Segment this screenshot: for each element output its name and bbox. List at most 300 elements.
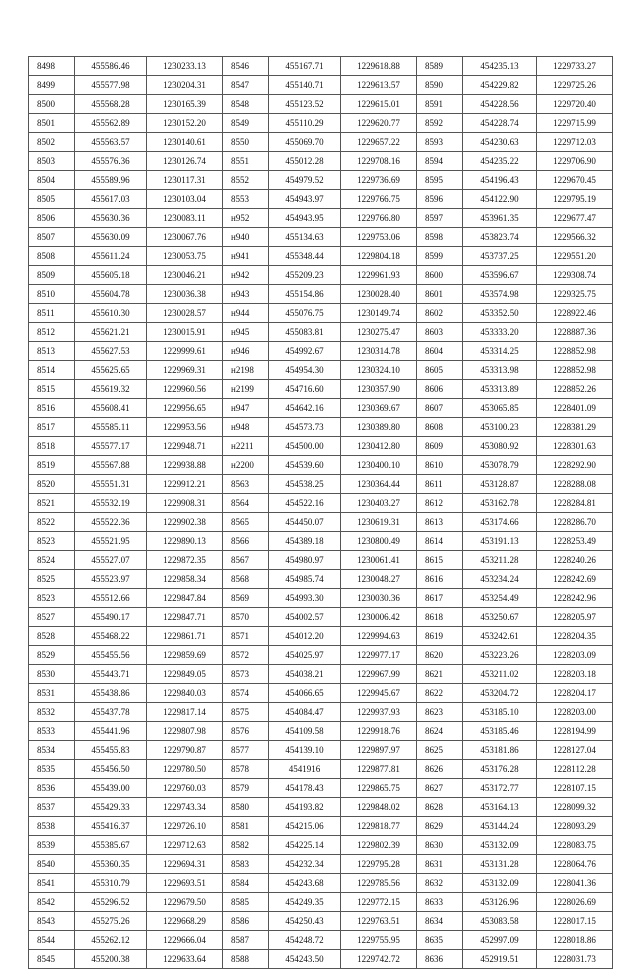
x-coordinate-cell: 454500.00 (269, 437, 341, 456)
y-coordinate-cell: 1229897.97 (341, 741, 417, 760)
point-number-cell: 8513 (29, 342, 75, 361)
point-number-cell: 8500 (29, 95, 75, 114)
table-row (29, 133, 223, 152)
y-coordinate-cell: 1228852.98 (537, 342, 613, 361)
table-row (29, 722, 223, 741)
table-row (417, 57, 613, 76)
table-row (417, 190, 613, 209)
x-coordinate-cell: 455532.19 (75, 494, 147, 513)
x-coordinate-cell: 454012.20 (269, 627, 341, 646)
point-number-cell: 8630 (417, 836, 463, 855)
point-number-cell: 8629 (417, 817, 463, 836)
y-coordinate-cell: 1229953.56 (147, 418, 223, 437)
point-number-cell: 8518 (29, 437, 75, 456)
table-row (29, 608, 223, 627)
table-row (29, 532, 223, 551)
point-number-cell: 8535 (29, 760, 75, 779)
point-number-cell: 8566 (223, 532, 269, 551)
table-row (417, 779, 613, 798)
x-coordinate-cell: 455110.29 (269, 114, 341, 133)
table-row (29, 399, 223, 418)
table-row (29, 836, 223, 855)
x-coordinate-cell: 454539.60 (269, 456, 341, 475)
x-coordinate-cell: 454193.82 (269, 798, 341, 817)
table-row (417, 475, 613, 494)
point-number-cell: 8591 (417, 95, 463, 114)
table-row (417, 893, 613, 912)
y-coordinate-cell: 1230103.04 (147, 190, 223, 209)
point-number-cell: 8620 (417, 646, 463, 665)
point-number-cell: 8581 (223, 817, 269, 836)
point-number-cell: 8540 (29, 855, 75, 874)
y-coordinate-cell: 1229795.19 (537, 190, 613, 209)
y-coordinate-cell: 1230412.80 (341, 437, 417, 456)
table-row (417, 627, 613, 646)
y-coordinate-cell: 1230165.39 (147, 95, 223, 114)
y-coordinate-cell: 1228381.29 (537, 418, 613, 437)
table-row (223, 399, 417, 418)
point-number-cell: 8627 (417, 779, 463, 798)
point-number-cell: 8499 (29, 76, 75, 95)
x-coordinate-cell: 455439.00 (75, 779, 147, 798)
y-coordinate-cell: 1229872.35 (147, 551, 223, 570)
table-row (29, 76, 223, 95)
y-coordinate-cell: 1229720.40 (537, 95, 613, 114)
x-coordinate-cell: 455630.36 (75, 209, 147, 228)
point-number-cell: 8549 (223, 114, 269, 133)
x-coordinate-cell: 453961.35 (463, 209, 537, 228)
table-row (417, 152, 613, 171)
table-row (417, 589, 613, 608)
y-coordinate-cell: 1229733.27 (537, 57, 613, 76)
y-coordinate-cell: 1230036.38 (147, 285, 223, 304)
table-row (417, 950, 613, 969)
y-coordinate-cell: 1229725.26 (537, 76, 613, 95)
x-coordinate-cell: 455568.28 (75, 95, 147, 114)
y-coordinate-cell: 1228083.75 (537, 836, 613, 855)
x-coordinate-cell: 454250.43 (269, 912, 341, 931)
table-row (417, 570, 613, 589)
point-number-cell: 8533 (29, 722, 75, 741)
table-row (29, 285, 223, 304)
y-coordinate-cell: 1228301.63 (537, 437, 613, 456)
y-coordinate-cell: 1229945.67 (341, 684, 417, 703)
y-coordinate-cell: 1228922.46 (537, 304, 613, 323)
point-number-cell: 8501 (29, 114, 75, 133)
point-number-cell: 8628 (417, 798, 463, 817)
point-number-cell: 8599 (417, 247, 463, 266)
y-coordinate-cell: 1229960.56 (147, 380, 223, 399)
table-row (29, 570, 223, 589)
x-coordinate-cell: 455209.23 (269, 266, 341, 285)
x-coordinate-cell: 455577.17 (75, 437, 147, 456)
point-number-cell: 8523 (29, 589, 75, 608)
table-row (417, 665, 613, 684)
y-coordinate-cell: 1229670.45 (537, 171, 613, 190)
x-coordinate-cell: 454243.68 (269, 874, 341, 893)
x-coordinate-cell: 455200.38 (75, 950, 147, 969)
x-coordinate-cell: 455627.53 (75, 342, 147, 361)
x-coordinate-cell: 453313.89 (463, 380, 537, 399)
y-coordinate-cell: 1229668.29 (147, 912, 223, 931)
point-number-cell: 8572 (223, 646, 269, 665)
table-row (29, 342, 223, 361)
point-number-cell: 8593 (417, 133, 463, 152)
table-row (29, 323, 223, 342)
point-number-cell: 8515 (29, 380, 75, 399)
y-coordinate-cell: 1230233.13 (147, 57, 223, 76)
table-row (223, 114, 417, 133)
x-coordinate-cell: 453737.25 (463, 247, 537, 266)
x-coordinate-cell: 454243.50 (269, 950, 341, 969)
x-coordinate-cell: 455608.41 (75, 399, 147, 418)
table-row (223, 133, 417, 152)
y-coordinate-cell: 1229956.65 (147, 399, 223, 418)
point-number-cell: 8546 (223, 57, 269, 76)
table-row (223, 266, 417, 285)
x-coordinate-cell: 455069.70 (269, 133, 341, 152)
y-coordinate-cell: 1229967.99 (341, 665, 417, 684)
x-coordinate-cell: 453083.58 (463, 912, 537, 931)
x-coordinate-cell: 454025.97 (269, 646, 341, 665)
table-row (29, 456, 223, 475)
x-coordinate-cell: 453126.96 (463, 893, 537, 912)
y-coordinate-cell: 1229908.31 (147, 494, 223, 513)
table-row (417, 703, 613, 722)
x-coordinate-cell: 455521.95 (75, 532, 147, 551)
point-number-cell: 8514 (29, 361, 75, 380)
x-coordinate-cell: 454109.58 (269, 722, 341, 741)
table-row (223, 836, 417, 855)
point-number-cell: 8545 (29, 950, 75, 969)
point-number-cell: 8570 (223, 608, 269, 627)
table-row (417, 513, 613, 532)
table-row (223, 627, 417, 646)
x-coordinate-cell: 455083.81 (269, 323, 341, 342)
x-coordinate-cell: 455605.18 (75, 266, 147, 285)
y-coordinate-cell: 1229615.01 (341, 95, 417, 114)
point-number-cell: 8598 (417, 228, 463, 247)
y-coordinate-cell: 1229807.98 (147, 722, 223, 741)
point-number-cell: 8516 (29, 399, 75, 418)
point-number-cell: н946 (223, 342, 269, 361)
x-coordinate-cell: 453162.78 (463, 494, 537, 513)
x-coordinate-cell: 453181.86 (463, 741, 537, 760)
point-number-cell: 8563 (223, 475, 269, 494)
x-coordinate-cell: 455527.07 (75, 551, 147, 570)
x-coordinate-cell: 454228.74 (463, 114, 537, 133)
table-row (417, 684, 613, 703)
x-coordinate-cell: 453823.74 (463, 228, 537, 247)
y-coordinate-cell: 1229849.05 (147, 665, 223, 684)
table-row (29, 513, 223, 532)
point-number-cell: 8529 (29, 646, 75, 665)
y-coordinate-cell: 1230204.31 (147, 76, 223, 95)
table-row (417, 836, 613, 855)
table-row (223, 798, 417, 817)
table-row (223, 76, 417, 95)
x-coordinate-cell: 453204.72 (463, 684, 537, 703)
table-row (417, 608, 613, 627)
x-coordinate-cell: 455490.17 (75, 608, 147, 627)
point-number-cell: 8525 (29, 570, 75, 589)
y-coordinate-cell: 1228292.90 (537, 456, 613, 475)
table-row (223, 760, 417, 779)
y-coordinate-cell: 1228041.36 (537, 874, 613, 893)
y-coordinate-cell: 1228887.36 (537, 323, 613, 342)
point-number-cell: 8511 (29, 304, 75, 323)
x-coordinate-cell: 453314.25 (463, 342, 537, 361)
x-coordinate-cell: 454230.63 (463, 133, 537, 152)
point-number-cell: 8587 (223, 931, 269, 950)
table-row (29, 494, 223, 513)
y-coordinate-cell: 1229858.34 (147, 570, 223, 589)
table-row (223, 779, 417, 798)
x-coordinate-cell: 453191.13 (463, 532, 537, 551)
point-number-cell: 8522 (29, 513, 75, 532)
point-number-cell: 8568 (223, 570, 269, 589)
x-coordinate-cell: 454228.56 (463, 95, 537, 114)
x-coordinate-cell: 453333.20 (463, 323, 537, 342)
point-number-cell: 8502 (29, 133, 75, 152)
point-number-cell: 8605 (417, 361, 463, 380)
x-coordinate-cell: 454943.95 (269, 209, 341, 228)
x-coordinate-cell: 455563.57 (75, 133, 147, 152)
point-number-cell: 8565 (223, 513, 269, 532)
point-number-cell: 8578 (223, 760, 269, 779)
y-coordinate-cell: 1230117.31 (147, 171, 223, 190)
y-coordinate-cell: 1230149.74 (341, 304, 417, 323)
x-coordinate-cell: 455385.67 (75, 836, 147, 855)
y-coordinate-cell: 1228240.26 (537, 551, 613, 570)
table-row (29, 589, 223, 608)
point-number-cell: н2198 (223, 361, 269, 380)
table-row (417, 342, 613, 361)
y-coordinate-cell: 1228203.18 (537, 665, 613, 684)
point-number-cell: 8532 (29, 703, 75, 722)
y-coordinate-cell: 1229708.16 (341, 152, 417, 171)
point-number-cell: 8528 (29, 627, 75, 646)
x-coordinate-cell: 455589.96 (75, 171, 147, 190)
y-coordinate-cell: 1229766.80 (341, 209, 417, 228)
table-row (29, 627, 223, 646)
table-row (417, 874, 613, 893)
table-row (29, 817, 223, 836)
x-coordinate-cell: 454196.43 (463, 171, 537, 190)
table-row (417, 95, 613, 114)
y-coordinate-cell: 1229937.93 (341, 703, 417, 722)
y-coordinate-cell: 1229802.39 (341, 836, 417, 855)
point-number-cell: 8506 (29, 209, 75, 228)
point-number-cell: 8635 (417, 931, 463, 950)
table-row (223, 95, 417, 114)
x-coordinate-cell: 453132.09 (463, 874, 537, 893)
point-number-cell: 8567 (223, 551, 269, 570)
y-coordinate-cell: 1230369.67 (341, 399, 417, 418)
x-coordinate-cell: 455619.32 (75, 380, 147, 399)
y-coordinate-cell: 1230619.31 (341, 513, 417, 532)
x-coordinate-cell: 455275.26 (75, 912, 147, 931)
table-row (223, 551, 417, 570)
table-row (417, 399, 613, 418)
point-number-cell: 8613 (417, 513, 463, 532)
y-coordinate-cell: 1229890.13 (147, 532, 223, 551)
y-coordinate-cell: 1229785.56 (341, 874, 417, 893)
x-coordinate-cell: 453185.10 (463, 703, 537, 722)
table-row (223, 684, 417, 703)
point-number-cell: 8586 (223, 912, 269, 931)
table-row (417, 266, 613, 285)
point-number-cell: 8619 (417, 627, 463, 646)
table-row (223, 608, 417, 627)
point-number-cell: 8508 (29, 247, 75, 266)
point-number-cell: 8519 (29, 456, 75, 475)
y-coordinate-cell: 1228127.04 (537, 741, 613, 760)
x-coordinate-cell: 455576.36 (75, 152, 147, 171)
point-number-cell: н944 (223, 304, 269, 323)
point-number-cell: 8509 (29, 266, 75, 285)
table-row (417, 741, 613, 760)
point-number-cell: 8503 (29, 152, 75, 171)
x-coordinate-cell: 455567.88 (75, 456, 147, 475)
table-row (417, 551, 613, 570)
table-row (223, 323, 417, 342)
y-coordinate-cell: 1230314.78 (341, 342, 417, 361)
table-row (29, 304, 223, 323)
table-row (223, 722, 417, 741)
x-coordinate-cell: 453100.23 (463, 418, 537, 437)
table-row (417, 76, 613, 95)
table-row (29, 703, 223, 722)
x-coordinate-cell: 455012.28 (269, 152, 341, 171)
table-row (29, 57, 223, 76)
y-coordinate-cell: 1229848.02 (341, 798, 417, 817)
table-row (29, 437, 223, 456)
y-coordinate-cell: 1229999.61 (147, 342, 223, 361)
x-coordinate-cell: 453185.46 (463, 722, 537, 741)
point-number-cell: 8616 (417, 570, 463, 589)
y-coordinate-cell: 1229763.51 (341, 912, 417, 931)
y-coordinate-cell: 1229902.38 (147, 513, 223, 532)
y-coordinate-cell: 1230048.27 (341, 570, 417, 589)
y-coordinate-cell: 1229736.69 (341, 171, 417, 190)
table-row (29, 741, 223, 760)
y-coordinate-cell: 1229795.28 (341, 855, 417, 874)
x-coordinate-cell: 453065.85 (463, 399, 537, 418)
table-row (223, 152, 417, 171)
point-number-cell: 8524 (29, 551, 75, 570)
x-coordinate-cell: 455604.78 (75, 285, 147, 304)
table-row (29, 361, 223, 380)
point-number-cell: 8575 (223, 703, 269, 722)
y-coordinate-cell: 1229755.95 (341, 931, 417, 950)
point-number-cell: 8530 (29, 665, 75, 684)
x-coordinate-cell: 453131.28 (463, 855, 537, 874)
x-coordinate-cell: 454249.35 (269, 893, 341, 912)
point-number-cell: 8624 (417, 722, 463, 741)
y-coordinate-cell: 1229657.22 (341, 133, 417, 152)
y-coordinate-cell: 1228205.97 (537, 608, 613, 627)
y-coordinate-cell: 1228852.98 (537, 361, 613, 380)
table-row (417, 722, 613, 741)
point-number-cell: 8574 (223, 684, 269, 703)
point-number-cell: 8589 (417, 57, 463, 76)
point-number-cell: 8592 (417, 114, 463, 133)
table-row (417, 931, 613, 950)
y-coordinate-cell: 1230324.10 (341, 361, 417, 380)
x-coordinate-cell: 455456.50 (75, 760, 147, 779)
y-coordinate-cell: 1228018.86 (537, 931, 613, 950)
x-coordinate-cell: 454450.07 (269, 513, 341, 532)
y-coordinate-cell: 1229633.64 (147, 950, 223, 969)
table-row (417, 817, 613, 836)
x-coordinate-cell: 452997.09 (463, 931, 537, 950)
x-coordinate-cell: 454139.10 (269, 741, 341, 760)
x-coordinate-cell: 454235.22 (463, 152, 537, 171)
y-coordinate-cell: 1229618.88 (341, 57, 417, 76)
point-number-cell: 8611 (417, 475, 463, 494)
table-row (223, 361, 417, 380)
table-row (223, 190, 417, 209)
point-number-cell: 8625 (417, 741, 463, 760)
point-number-cell: 8604 (417, 342, 463, 361)
x-coordinate-cell: 455611.24 (75, 247, 147, 266)
x-coordinate-cell: 453242.61 (463, 627, 537, 646)
y-coordinate-cell: 1229847.84 (147, 589, 223, 608)
y-coordinate-cell: 1228242.69 (537, 570, 613, 589)
x-coordinate-cell: 455416.37 (75, 817, 147, 836)
table-row (29, 171, 223, 190)
y-coordinate-cell: 1228288.08 (537, 475, 613, 494)
table-row (29, 893, 223, 912)
table-row (417, 912, 613, 931)
y-coordinate-cell: 1230083.11 (147, 209, 223, 228)
y-coordinate-cell: 1228099.32 (537, 798, 613, 817)
y-coordinate-cell: 1228031.73 (537, 950, 613, 969)
x-coordinate-cell: 453128.87 (463, 475, 537, 494)
table-row (223, 380, 417, 399)
table-row (223, 589, 417, 608)
table-row (29, 855, 223, 874)
table-row (29, 665, 223, 684)
y-coordinate-cell: 1228203.00 (537, 703, 613, 722)
point-number-cell: н942 (223, 266, 269, 285)
table-row (29, 779, 223, 798)
table-row (417, 361, 613, 380)
table-row (417, 646, 613, 665)
table-row (223, 456, 417, 475)
x-coordinate-cell: 453080.92 (463, 437, 537, 456)
table-row (223, 437, 417, 456)
point-number-cell: н940 (223, 228, 269, 247)
y-coordinate-cell: 1230006.42 (341, 608, 417, 627)
y-coordinate-cell: 1229969.31 (147, 361, 223, 380)
x-coordinate-cell: 455262.12 (75, 931, 147, 950)
point-number-cell: 8547 (223, 76, 269, 95)
point-number-cell: 8602 (417, 304, 463, 323)
y-coordinate-cell: 1229790.87 (147, 741, 223, 760)
x-coordinate-cell: 454225.14 (269, 836, 341, 855)
point-number-cell: н945 (223, 323, 269, 342)
y-coordinate-cell: 1228242.96 (537, 589, 613, 608)
table-row (29, 209, 223, 228)
table-row (417, 304, 613, 323)
x-coordinate-cell: 454232.34 (269, 855, 341, 874)
point-number-cell: н2211 (223, 437, 269, 456)
table-row (417, 380, 613, 399)
y-coordinate-cell: 1229859.69 (147, 646, 223, 665)
table-row (417, 855, 613, 874)
